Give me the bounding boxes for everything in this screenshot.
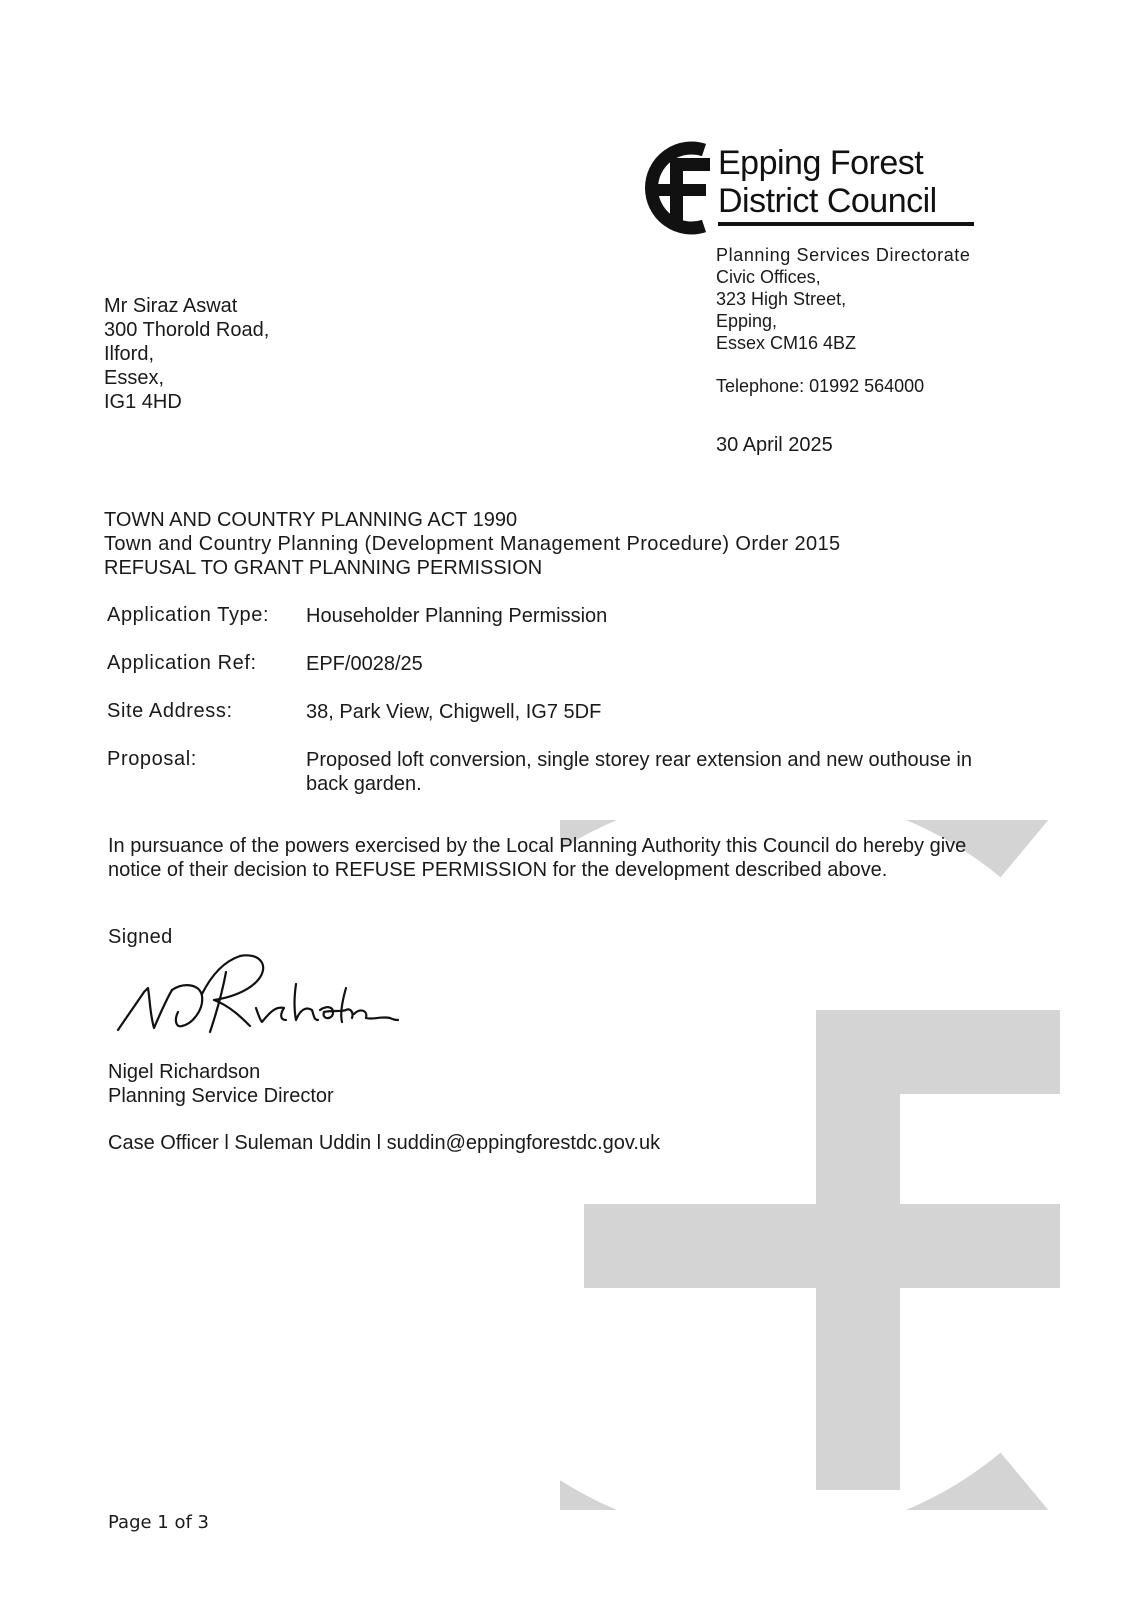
signatory bbox=[108, 1060, 334, 1108]
site-address-text: 38, Park View, Chigwell, IG7 5DF bbox=[306, 701, 602, 723]
ef-watermark-icon bbox=[560, 820, 1060, 1510]
recipient-address bbox=[104, 294, 269, 414]
address-line: 323 High Street, bbox=[716, 289, 847, 309]
application-type-label: Application Type: bbox=[107, 604, 270, 626]
council-address bbox=[716, 244, 971, 354]
letter-date: 30 April 2025 bbox=[716, 434, 833, 456]
heading-line: TOWN AND COUNTRY PLANNING ACT 1990 bbox=[104, 509, 518, 531]
address-line: Epping, bbox=[716, 311, 778, 331]
application-ref-value bbox=[306, 652, 423, 676]
heading-line: REFUSAL TO GRANT PLANNING PERMISSION bbox=[104, 557, 543, 579]
signatory-name: Nigel Richardson bbox=[108, 1061, 261, 1083]
recipient-line: Ilford, bbox=[104, 343, 155, 365]
proposal-label: Proposal: bbox=[107, 748, 197, 770]
address-line: Planning Services Directorate bbox=[716, 245, 971, 265]
application-ref-text: EPF/0028/25 bbox=[306, 653, 423, 675]
letter-heading bbox=[104, 508, 841, 580]
council-logo bbox=[636, 140, 996, 236]
telephone: Telephone: 01992 564000 bbox=[716, 376, 925, 396]
recipient-line: 300 Thorold Road, bbox=[104, 319, 270, 341]
council-name bbox=[718, 144, 937, 220]
address-line: Civic Offices, bbox=[716, 267, 821, 287]
signed-label: Signed bbox=[108, 926, 173, 948]
application-type-value bbox=[306, 604, 607, 628]
council-name-line2: District Council bbox=[718, 182, 937, 220]
decision-line: In pursuance of the powers exercised by the Local Planning Authority this Council do hereby give bbox=[108, 835, 967, 857]
recipient-line: IG1 4HD bbox=[104, 391, 182, 413]
case-officer-contact: Case Officer l Suleman Uddin l suddin@eppingforestdc.gov.uk bbox=[108, 1132, 661, 1154]
recipient-line: Essex, bbox=[104, 367, 165, 389]
logo-underline bbox=[718, 222, 974, 226]
ef-monogram-icon bbox=[636, 140, 716, 236]
signatory-title: Planning Service Director bbox=[108, 1085, 334, 1107]
site-address-label: Site Address: bbox=[107, 700, 233, 722]
address-line: Essex CM16 4BZ bbox=[716, 333, 857, 353]
decision-line: notice of their decision to REFUSE PERMISSION for the development described above. bbox=[108, 859, 888, 881]
application-ref-label: Application Ref: bbox=[107, 652, 257, 674]
application-type-text: Householder Planning Permission bbox=[306, 605, 608, 627]
proposal-text: back garden. bbox=[306, 773, 422, 795]
page-number: Page 1 of 3 bbox=[108, 1512, 209, 1533]
site-address-value bbox=[306, 700, 601, 724]
proposal-value bbox=[306, 748, 972, 796]
recipient-line: Mr Siraz Aswat bbox=[104, 295, 238, 317]
signature-image bbox=[110, 948, 400, 1058]
decision-text bbox=[108, 834, 966, 882]
proposal-text: Proposed loft conversion, single storey rear extension and new outhouse in bbox=[306, 749, 972, 771]
council-name-line1: Epping Forest bbox=[718, 144, 924, 182]
heading-line: Town and Country Planning (Development Management Procedure) Order 2015 bbox=[104, 533, 841, 555]
